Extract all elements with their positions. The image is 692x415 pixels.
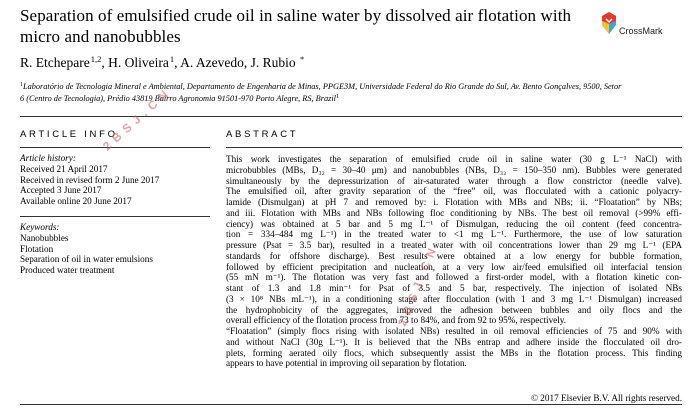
history-item: Accepted 3 June 2017: [20, 185, 102, 196]
abstract-line: followed by efficient precipitation and nucleation, at a very low air/feed emulsified oil interfacial tension: [226, 261, 682, 272]
footer-divider: [20, 404, 682, 405]
abstract-line: lamide (Dismulgan) at pH 7 and removed by: i. Flotation with MBs and NBs; ii. “Floatation” by NBs;: [226, 197, 682, 207]
abstract-divider: [226, 147, 682, 148]
abstract-line: plets, forming aerated oily flocs, which subsequently assist the MBs in the flotation process. This finding: [226, 347, 682, 358]
abstract-line: ciency) was obtained at 5 bar and 5 mg L⁻¹ of Dismulgan, reducing the oil content (feed concentra-: [226, 218, 682, 229]
affiliation-mark: 1: [335, 93, 339, 100]
author-name[interactable]: R. Etchepare: [20, 55, 90, 70]
keywords-label: Keywords:: [20, 222, 60, 232]
author-name[interactable]: H. Oliveira: [108, 55, 169, 70]
header-divider: [20, 116, 682, 117]
keyword-item[interactable]: Nanobubbles: [20, 232, 69, 243]
article-history-label: Article history:: [20, 153, 76, 163]
abstract-line: pressure (Psat = 3.5 bar), resulted in a treated water with oil concentrations lower than 29 mg L⁻¹ (EPA: [226, 240, 682, 250]
abstract-line: simultaneously by the depressurization of air-saturated water through a flow constrictor (needle valve).: [226, 175, 682, 186]
keyword-item[interactable]: Produced water treatment: [20, 265, 115, 276]
article-history: [20, 153, 210, 207]
author-name[interactable]: A. Azevedo: [180, 55, 244, 70]
keyword-item[interactable]: Separation of oil in water emulsions: [20, 254, 153, 265]
affiliation-line: [20, 81, 680, 93]
abstract-line: (55 mN m⁻¹). The flotation was very fast and followed a first-order model, with a flotation kinetic con-: [226, 272, 682, 283]
author-separator: ,: [243, 55, 251, 70]
keywords: [20, 222, 210, 276]
corresponding-author-mark[interactable]: *: [299, 54, 305, 64]
affiliation-line: [20, 93, 680, 105]
abstract-body: [226, 154, 682, 369]
abstract-line: overall efficiency of the flotation process from 73 to 84%, and from 92 to 95%, respectively.: [226, 315, 567, 326]
affiliation: [20, 81, 680, 104]
keywords-divider: [20, 216, 210, 217]
watermark: 2 B S J . C N: [395, 245, 440, 329]
abstract-line: The emulsified oil, after gravity separation of the “free” oil, was flocculated with a cationic polyacry-: [226, 186, 682, 197]
abstract-line: standards for offshore discharge). Best results were obtained at a low energy for bubble formation,: [226, 250, 682, 261]
abstract-line: This work investigates the separation of emulsified crude oil in saline water (30 g L⁻¹ NaCl) with: [226, 154, 682, 164]
abstract-line: appears to have potential in improving oil separation by flotation.: [226, 358, 467, 369]
abstract-line: and iii. Flotation with MBs and NBs following floc conditioning by NBs. The best oil removal (>99% effi-: [226, 207, 682, 218]
abstract-line: stant of 1.3 and 1.8 min⁻¹ for Psat of 3.5 and 5 bar, respectively. The injection of isolated NBs: [226, 283, 682, 293]
author-affiliation-mark: 1,2: [90, 54, 102, 64]
history-item: Received in revised form 2 June 2017: [20, 174, 160, 185]
copyright-notice: © 2017 Elsevier B.V. All rights reserved.: [531, 393, 682, 403]
history-item: Received 21 April 2017: [20, 163, 108, 174]
keyword-item[interactable]: Flotation: [20, 243, 54, 254]
author-list: [20, 54, 304, 72]
author-name[interactable]: J. Rubio: [250, 55, 296, 70]
author-separator: ,: [174, 55, 181, 70]
abstract-line: (3 × 10⁸ NBs mL⁻¹), in a conditioning stage after flocculation (with 1 and 3 mg L⁻¹ Dismulgan) increased: [226, 293, 682, 304]
watermark: 2 B S J . C N: [100, 87, 172, 154]
crossmark-label: CrossMark: [619, 26, 663, 36]
crossmark-badge[interactable]: [601, 12, 676, 52]
abstract-line: tion = 334–484 mg L⁻¹) in the treated water to <1 mg L⁻¹. Furthermore, the use of low saturation: [226, 229, 682, 240]
abstract-line: the hydrophobicity of the aggregates, improved the adhesion between bubbles and oily flocs and the: [226, 304, 682, 315]
affiliation-mark: 1: [20, 82, 23, 88]
article-info-heading: ARTICLE INFO: [20, 129, 118, 140]
crossmark-icon: [601, 12, 617, 34]
author-separator: ,: [101, 55, 109, 70]
author-affiliation-mark: 1: [169, 54, 175, 64]
abstract-line: microbubbles (MBs, D₃₂ = 30–40 μm) and nanobubbles (NBs, D₃₂ = 150–350 nm). Bubbles were generated: [226, 164, 682, 175]
abstract-heading: ABSTRACT: [226, 129, 299, 140]
abstract-line: “Floatation” (simply flocs rising with isolated NBs) resulted in oil removal efficiencies of 75 and 90% with: [226, 326, 682, 336]
affiliation-text: 6 (Centro de Tecnologia), Prédio 43819 Bairro Agronomia 91501-970 Porto Alegre, RS, Brazil: [20, 93, 336, 103]
affiliation-text: Laboratório de Tecnologia Mineral e Ambiental, Departamento de Engenharia de Minas, PPGE3M, Universidade Federal do Rio Grande do Sul, Av. Bento Gonçalves, 9500, Setor: [23, 82, 622, 91]
article-title: Separation of emulsified crude oil in saline water by dissolved air flotation with micro and nanobubbles: [20, 6, 572, 46]
history-item: Available online 20 June 2017: [20, 196, 132, 207]
abstract-line: and without NaCl (30g L⁻¹). It is believed that the NBs entrap and adhere inside the flocculated oil dro-: [226, 336, 682, 347]
